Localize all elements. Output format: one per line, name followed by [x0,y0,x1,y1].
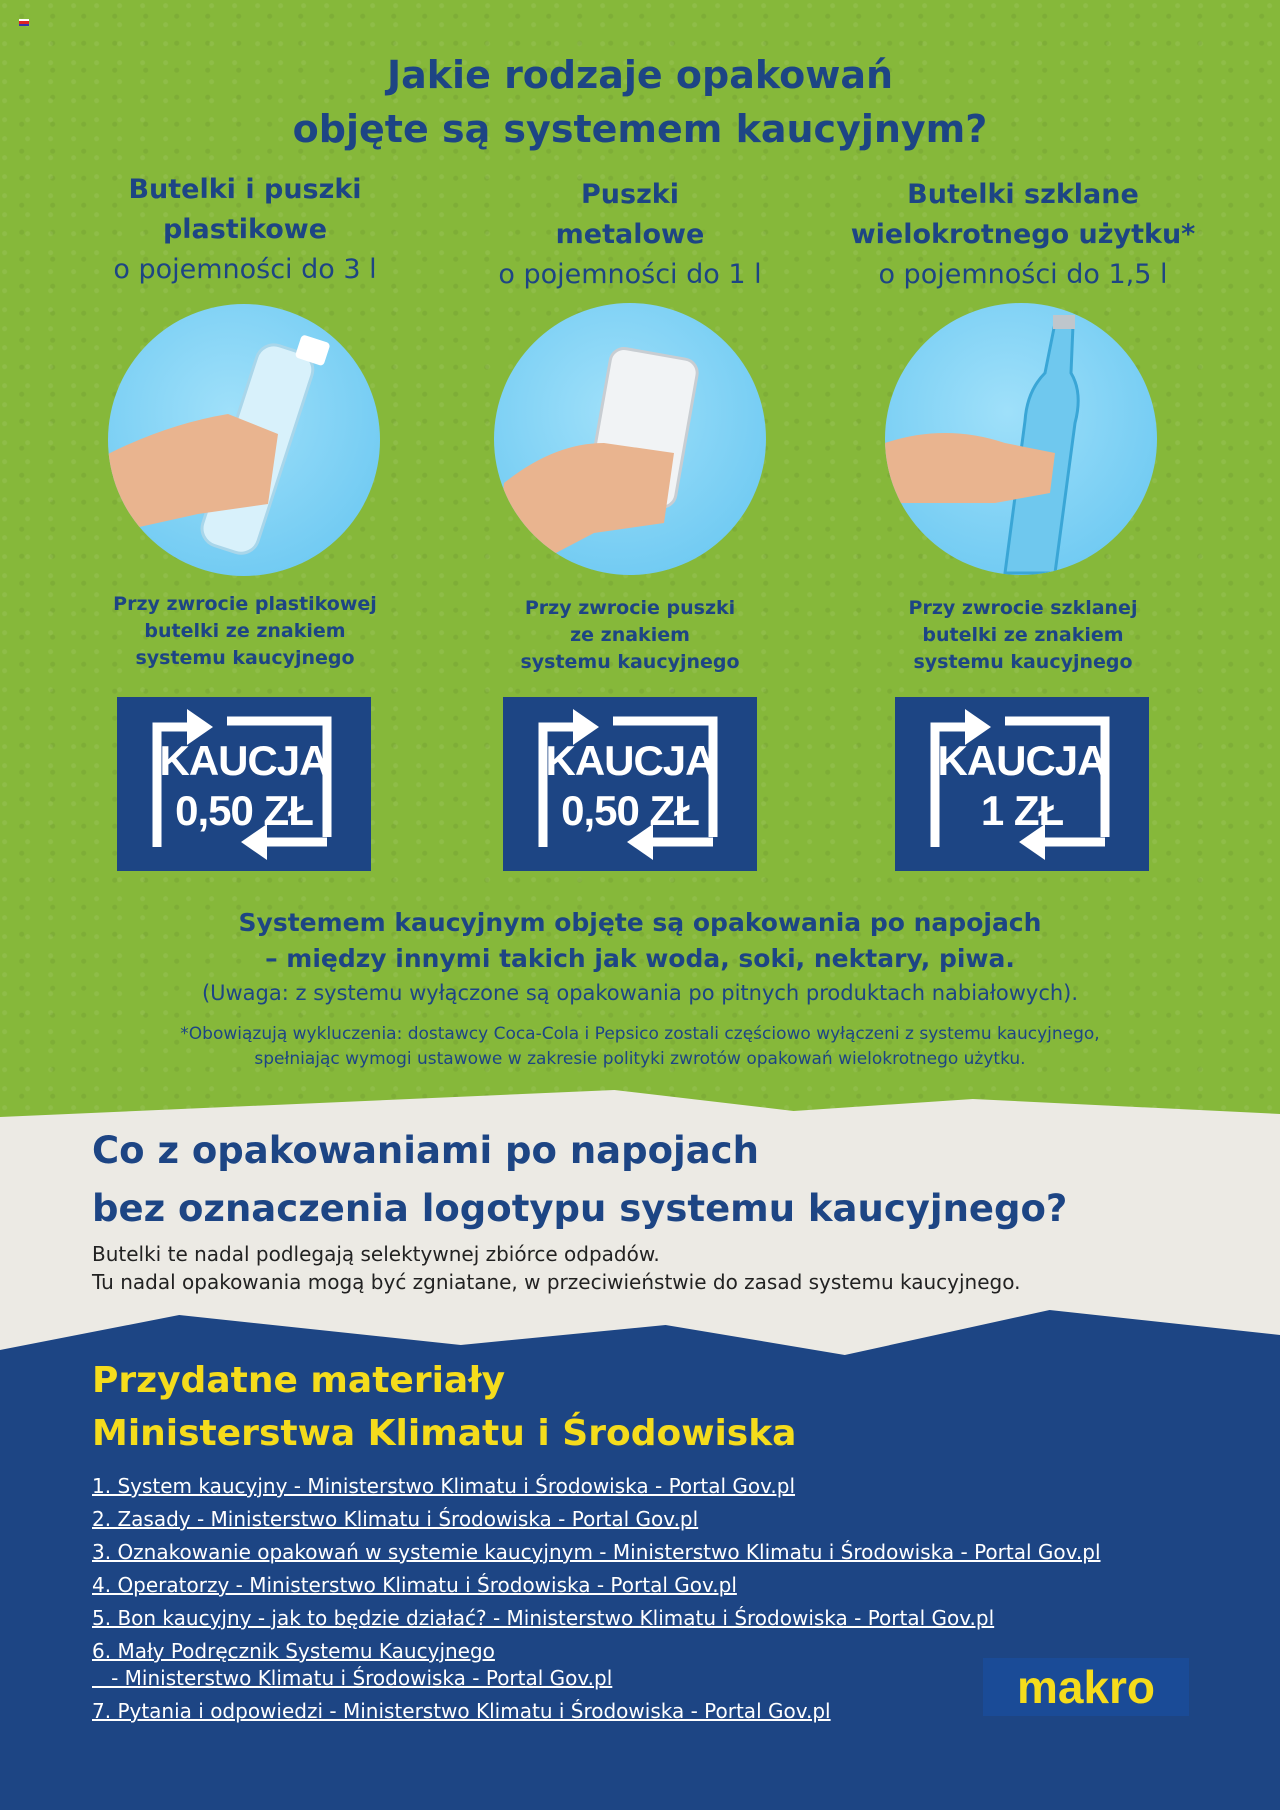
return-text: Przy zwrocie plastikowej butelki ze znakiem systemu kaucyjnego [113,593,377,669]
info-note: (Uwaga: z systemu wyłączone są opakowania po pitnych produktach nabiałowych). [201,981,1079,1005]
column-capacity: o pojemności do 3 l [113,254,377,285]
column-plastic [55,170,435,290]
column-heading: Butelki i puszki [128,174,362,205]
section3-heading-line2: Ministerstwa Klimatu i Środowiska [92,1413,797,1454]
column-capacity: o pojemności do 1,5 l [878,259,1168,290]
badge-value: 1 ZŁ [980,787,1064,834]
page-title-line2: objęte są systemem kaucyjnym? [292,107,988,151]
section2-heading-line2: bez oznaczenia logotypu systemu kaucyjnego? [92,1187,1068,1230]
plastic-bottle-icon [108,304,380,576]
return-text: Przy zwrocie puszki ze znakiem systemu kaucyjnego [520,597,740,673]
section2-text-line1: Butelki te nadal podlegają selektywnej zbiórce odpadów. [92,1242,660,1266]
kaucja-badge [117,697,371,871]
footnote-line2: spełniając wymogi ustawowe w zakresie polityki zwrotów opakowań wielokrotnego użytku. [254,1049,1026,1069]
link-pytania[interactable]: 7. Pytania i odpowiedzi - Ministerstwo Klimatu i Środowiska - Portal Gov.pl [92,1699,831,1723]
info-line1: Systemem kaucyjnym objęte są opakowania po napojach [238,908,1042,937]
language-flag-icon[interactable] [19,19,29,26]
badge-label: KAUCJA [937,737,1107,784]
column-can [440,175,820,295]
badge-value: 0,50 ZŁ [561,787,699,834]
badge-value: 0,50 ZŁ [175,787,313,834]
column-heading: wielokrotnego użytku* [850,219,1196,250]
links-list [92,1470,1101,1728]
column-heading: plastikowe [162,214,328,245]
column-heading: Butelki szklane [907,179,1139,210]
glass-bottle-icon [885,303,1157,575]
section2-text-line2: Tu nadal opakowania mogą być zgniatane, w przeciwieństwie do zasad systemu kaucyjnego. [92,1270,1021,1294]
metal-can-icon [494,303,766,575]
badge-label: KAUCJA [159,737,329,784]
link-operatorzy[interactable]: 4. Operatorzy - Ministerstwo Klimatu i Środowiska - Portal Gov.pl [92,1573,737,1597]
makro-logo[interactable]: makro [983,1658,1189,1716]
kaucja-badge [895,697,1149,871]
badge-label: KAUCJA [545,737,715,784]
column-heading: metalowe [555,219,705,250]
page-title-line1: Jakie rodzaje opakowań [386,53,894,97]
link-podrecznik-cont[interactable]: - Ministerstwo Klimatu i Środowiska - Portal Gov.pl [92,1666,613,1690]
kaucja-badge [503,697,757,871]
return-text: Przy zwrocie szklanej butelki ze znakiem systemu kaucyjnego [908,597,1138,673]
link-bon-kaucyjny[interactable]: 5. Bon kaucyjny - jak to będzie działać? - Ministerstwo Klimatu i Środowiska - Portal Gov.pl [92,1606,995,1630]
link-oznakowanie[interactable]: 3. Oznakowanie opakowań w systemie kaucyjnym - Ministerstwo Klimatu i Środowiska - Portal Gov.pl [92,1540,1101,1564]
info-line2: – między innymi takich jak woda, soki, nektary, piwa. [265,944,1015,973]
footnote-line1: *Obowiązują wykluczenia: dostawcy Coca-Cola i Pepsico zostali częściowo wyłączeni z systemu kaucyjnego, [180,1024,1100,1044]
link-zasady[interactable]: 2. Zasady - Ministerstwo Klimatu i Środowiska - Portal Gov.pl [92,1507,699,1531]
column-glass [833,175,1213,295]
column-capacity: o pojemności do 1 l [498,259,762,290]
section2-heading-line1: Co z opakowaniami po napojach [92,1129,759,1172]
column-heading: Puszki [580,179,679,210]
section3-heading-line1: Przydatne materiały [92,1360,506,1401]
link-podrecznik[interactable]: 6. Mały Podręcznik Systemu Kaucyjnego [92,1639,495,1663]
link-system-kaucyjny[interactable]: 1. System kaucyjny - Ministerstwo Klimatu i Środowiska - Portal Gov.pl [92,1474,796,1498]
